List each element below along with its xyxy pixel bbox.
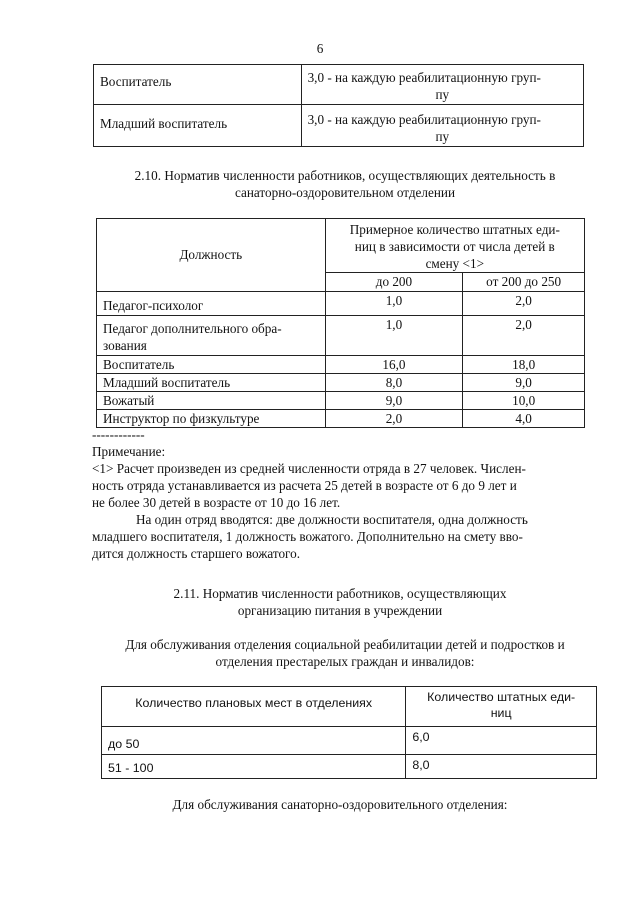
value-cell: 9,0 [463, 373, 585, 391]
units-cell: 8,0 [406, 755, 597, 779]
value-cell: 8,0 [325, 373, 463, 391]
header-col-b: от 200 до 250 [463, 273, 585, 291]
value-cell: 10,0 [463, 391, 585, 409]
position-cell: Педагог-психолог [97, 291, 326, 315]
value-cell: 18,0 [463, 355, 585, 373]
header-position: Должность [97, 219, 326, 292]
position-cell: Воспитатель [94, 65, 302, 105]
position-cell: Младший воспитатель [94, 105, 302, 147]
table-row [97, 315, 585, 355]
header-units: Количество штатных еди- ниц [406, 687, 597, 727]
position-cell: Воспитатель [97, 355, 326, 373]
value-cell: 2,0 [463, 291, 585, 315]
value-cell: 4,0 [463, 410, 585, 428]
value-cell: 9,0 [325, 391, 463, 409]
value-cell: 1,0 [325, 291, 463, 315]
note-separator: ------------ [92, 427, 145, 442]
header-count: Примерное количество штатных еди- ниц в зависимости от числа детей в смену <1> [325, 219, 584, 273]
position-cell: Педагог дополнительного обра- зования [97, 315, 326, 355]
section-2-11-heading: 2.11. Норматив численности работников, осуществляющих организацию питания в учреждении [173, 586, 507, 619]
table-row [102, 755, 597, 779]
header-places: Количество плановых мест в отделениях [102, 687, 406, 727]
value-cell: 2,0 [325, 410, 463, 428]
note-block [92, 428, 602, 563]
position-cell: Младший воспитатель [97, 373, 326, 391]
table-2-11 [101, 686, 597, 779]
table-row [97, 410, 585, 428]
table-row [97, 355, 585, 373]
table-row [102, 727, 597, 755]
note-paragraph-1: <1> Расчет произведен из средней численности отряда в 27 человек. Числен- ность отряда устанавливается из расчета 25 детей в возрасте от 6 до 9 лет и не более 30 детей в возрасте от 10 до 16 лет. [92, 460, 526, 510]
closing-line: Для обслуживания санаторно-оздоровительного отделения: [172, 797, 508, 812]
norm-cell: 3,0 - на каждую реабилитационную груп- пу [301, 65, 583, 105]
table-header-row [97, 219, 585, 273]
note-paragraph-2: На один отряд вводятся: две должности воспитателя, одна должность младшего воспитателя, 1 должность вожатого. Дополнительно на смету вво- дится должность старшего вожатого. [92, 512, 528, 562]
value-cell: 1,0 [325, 315, 463, 355]
note-title: Примечание: [92, 443, 166, 459]
table-row [97, 291, 585, 315]
position-cell: Вожатый [97, 391, 326, 409]
table-row [97, 391, 585, 409]
table-header-row [102, 687, 597, 727]
norm-cell: 3,0 - на каждую реабилитационную груп- пу [301, 105, 583, 147]
section-2-10-heading: 2.10. Норматив численности работников, осуществляющих деятельность в санаторно-оздоровительном отделении [134, 168, 556, 201]
table-top [93, 64, 584, 147]
units-cell: 6,0 [406, 727, 597, 755]
position-cell: Инструктор по физкультуре [97, 410, 326, 428]
page-number: 6 [316, 41, 324, 56]
places-cell: до 50 [102, 727, 406, 755]
places-cell: 51 - 100 [102, 755, 406, 779]
table-row [97, 373, 585, 391]
section-2-11-intro: Для обслуживания отделения социальной реабилитации детей и подростков и отделения престарелых граждан и инвалидов: [125, 637, 565, 670]
table-row [94, 65, 584, 105]
value-cell: 2,0 [463, 315, 585, 355]
value-cell: 16,0 [325, 355, 463, 373]
header-col-a: до 200 [325, 273, 463, 291]
table-2-10 [96, 218, 585, 428]
table-row [94, 105, 584, 147]
